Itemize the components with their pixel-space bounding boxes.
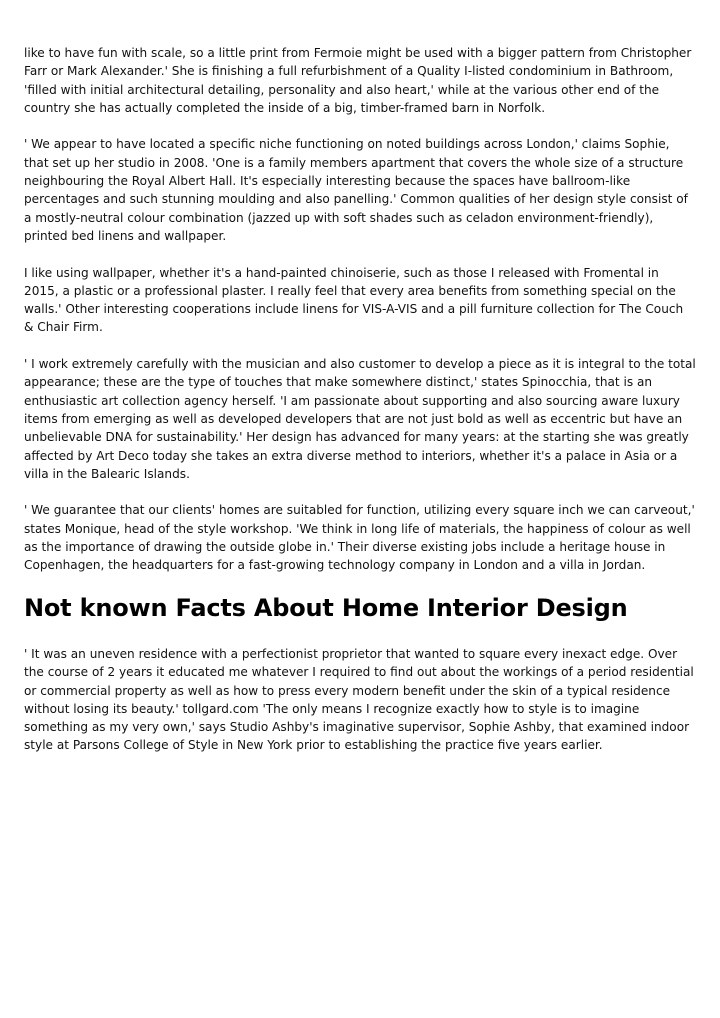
paragraph: ' It was an uneven residence with a perfectionist proprietor that wanted to square every inexact edge. Over the course of 2 years it educated me whatever I required to find out about the workings of a period residential or commercial property as well as how to press every modern benefit under the skin of a typical residence without losing its beauty.' tollgard.com 'The only means I recognize exactly how to style is to imagine something as my very own,' says Studio Ashby's imaginative supervisor, Sophie Ashby, that examined indoor style at Parsons College of Style in New York prior to establishing the practice five years earlier.: [24, 646, 694, 753]
paragraph: like to have fun with scale, so a little print from Fermoie might be used with a bigger pattern from Christopher Farr or Mark Alexander.' She is finishing a full refurbishment of a Quality I-listed condominium in Bathroom, 'filled with initial architectural detailing, personality and also heart,' while at the various other end of the country she has actually completed the inside of a big, timber-framed barn in Norfolk.: [24, 46, 692, 115]
paragraph: ' We guarantee that our clients' homes are suitabled for function, utilizing every square inch we can carveout,' states Monique, head of the style workshop. 'We think in long life of materials, the happiness of colour as well as the importance of drawing the outside globe in.' Their diverse existing jobs include a heritage house in Copenhagen, the headquarters for a fast-growing technology company in London and a villa in Jordan.: [24, 503, 695, 573]
paragraph: ' We appear to have located a specific niche functioning on noted buildings across London,' claims Sophie, that set up her studio in 2008. 'One is a family members apartment that covers the whole size of a structure neighbouring the Royal Albert Hall. It's especially interesting because the spaces have ballroom-like percentages and such stunning moulding and also panelling.' Common qualities of her design style consist of a mostly-neutral colour combination (jazzed up with soft shades such as celadon environment-friendly), printed bed linens and wallpaper.: [24, 137, 688, 243]
document-body: [24, 44, 696, 773]
paragraph: ' I work extremely carefully with the musician and also customer to develop a piece as it is integral to the total appearance; these are the type of touches that make somewhere distinct,' states Spinocchia, that is an enthusiastic art collection agency herself. 'I am passionate about supporting and also sourcing aware luxury items from emerging as well as developed developers that are not just bold as well as eccentric but have an unbelievable DNA for sustainability.' Her design has advanced for many years: at the starting she was greatly affected by Art Deco today she takes an extra diverse method to interiors, whether it's a palace in Asia or a villa in the Balearic Islands.: [24, 357, 696, 481]
paragraph: I like using wallpaper, whether it's a hand-painted chinoiserie, such as those I released with Fromental in 2015, a plastic or a professional plaster. I really feel that every area benefits from something special on the walls.' Other interesting cooperations include linens for VIS-A-VIS and a pill furniture collection for The Couch & Chair Firm.: [24, 265, 684, 335]
section-heading: Not known Facts About Home Interior Design: [24, 593, 628, 622]
